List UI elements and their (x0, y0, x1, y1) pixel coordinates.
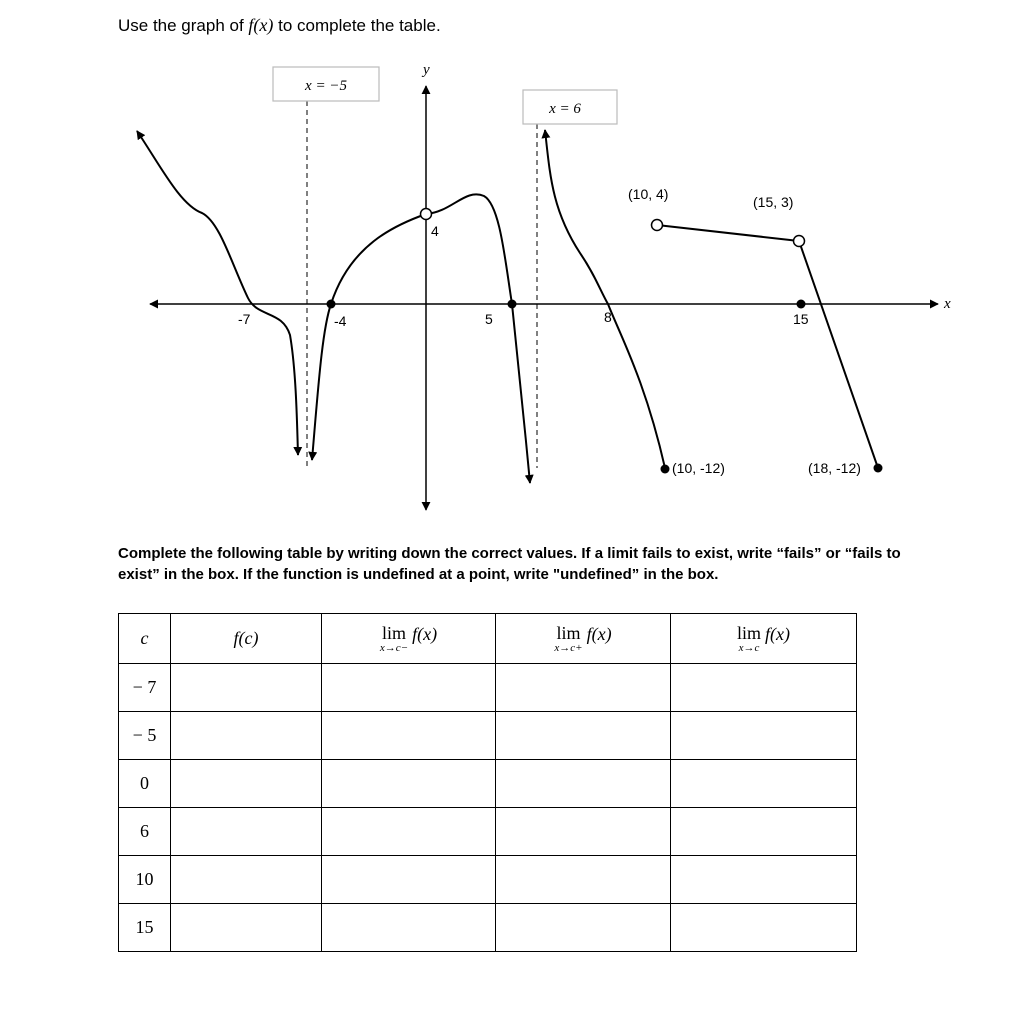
answer-cell-fc[interactable] (171, 904, 322, 952)
answer-cell-two-sided-limit[interactable] (671, 856, 857, 904)
answer-cell-right-limit[interactable] (496, 904, 671, 952)
answer-cell-two-sided-limit[interactable] (671, 664, 857, 712)
y-axis-label: y (423, 62, 430, 78)
tick-label-8: 8 (604, 309, 612, 325)
intro-after: to complete the table. (273, 16, 441, 35)
left-limit-word: lim (381, 623, 406, 643)
point-label-10-4: (10, 4) (628, 186, 669, 202)
answer-cell-fc[interactable] (171, 856, 322, 904)
answer-cell-two-sided-limit[interactable] (671, 760, 857, 808)
intro-before: Use the graph of (118, 16, 249, 35)
c-value: 10 (119, 856, 171, 904)
header-row (119, 614, 857, 664)
open-point-15-3 (794, 236, 805, 247)
point-label-10-neg12: (10, -12) (672, 460, 725, 476)
table-row (119, 856, 857, 904)
curve-left-branch (137, 131, 298, 455)
instructions-text: Complete the following table by writing down the correct values. If a limit fails to exist, write “fails” or “fails to exist” in the box. If the function is undefined at a point, write "undefined” in the box. (118, 545, 901, 583)
closed-point-5-0 (508, 300, 517, 309)
tick-label-neg4: -4 (334, 313, 347, 329)
tick-label-15: 15 (793, 311, 809, 327)
right-limit-subscript: x→c+ (554, 642, 583, 654)
answer-cell-fc[interactable] (171, 664, 322, 712)
table-row (119, 664, 857, 712)
right-limit-word: lim (556, 623, 581, 643)
answer-cell-two-sided-limit[interactable] (671, 808, 857, 856)
intro-function: f(x) (248, 15, 274, 35)
two-sided-limit-subscript: x→c (738, 642, 760, 654)
closed-point-18-neg12 (874, 464, 883, 473)
open-point-0-4 (421, 209, 432, 220)
answer-cell-two-sided-limit[interactable] (671, 904, 857, 952)
point-label-15-3: (15, 3) (753, 194, 794, 210)
tick-label-5: 5 (485, 311, 493, 327)
c-value: − 7 (119, 664, 171, 712)
answer-table (118, 613, 857, 952)
right-limit-fx: f(x) (586, 624, 612, 644)
table-row (119, 904, 857, 952)
header-right-limit (496, 614, 671, 664)
header-left-limit (322, 614, 496, 664)
tick-label-neg7: -7 (238, 311, 251, 327)
answer-cell-fc[interactable] (171, 760, 322, 808)
segment-10-to-15 (657, 225, 799, 241)
c-value: 6 (119, 808, 171, 856)
answer-cell-left-limit[interactable] (322, 760, 496, 808)
table-row (119, 808, 857, 856)
c-value: − 5 (119, 712, 171, 760)
two-sided-limit-fx: f(x) (765, 624, 790, 644)
two-sided-limit-word: lim (737, 623, 762, 643)
table-row (119, 760, 857, 808)
left-limit-fx: f(x) (412, 624, 438, 644)
answer-cell-left-limit[interactable] (322, 712, 496, 760)
table-row (119, 712, 857, 760)
tick-label-y4: 4 (431, 223, 439, 239)
left-limit-subscript: x→c− (379, 642, 409, 654)
answer-cell-fc[interactable] (171, 808, 322, 856)
header-fc: f(c) (171, 614, 322, 664)
c-value: 0 (119, 760, 171, 808)
closed-point-15-0 (797, 300, 806, 309)
answer-cell-left-limit[interactable] (322, 664, 496, 712)
closed-point-neg4-0 (327, 300, 336, 309)
point-label-18-neg12: (18, -12) (808, 460, 861, 476)
header-two-sided-limit (671, 614, 857, 664)
asymptote-label-6: x = 6 (549, 101, 581, 117)
asymptote-label-neg5: x = −5 (305, 78, 347, 94)
answer-cell-right-limit[interactable] (496, 808, 671, 856)
curve-right-branch (545, 130, 665, 468)
c-value: 15 (119, 904, 171, 952)
answer-cell-right-limit[interactable] (496, 664, 671, 712)
curve-middle-branch (312, 194, 530, 483)
answer-cell-two-sided-limit[interactable] (671, 712, 857, 760)
segment-15-to-18 (799, 241, 878, 468)
answer-cell-left-limit[interactable] (322, 808, 496, 856)
answer-cell-right-limit[interactable] (496, 712, 671, 760)
answer-cell-fc[interactable] (171, 712, 322, 760)
answer-cell-left-limit[interactable] (322, 856, 496, 904)
answer-cell-right-limit[interactable] (496, 856, 671, 904)
answer-cell-right-limit[interactable] (496, 760, 671, 808)
header-c: c (119, 614, 171, 664)
answer-cell-left-limit[interactable] (322, 904, 496, 952)
closed-point-10-neg12 (661, 465, 670, 474)
x-axis-label: x (944, 296, 951, 312)
open-point-10-4 (652, 220, 663, 231)
